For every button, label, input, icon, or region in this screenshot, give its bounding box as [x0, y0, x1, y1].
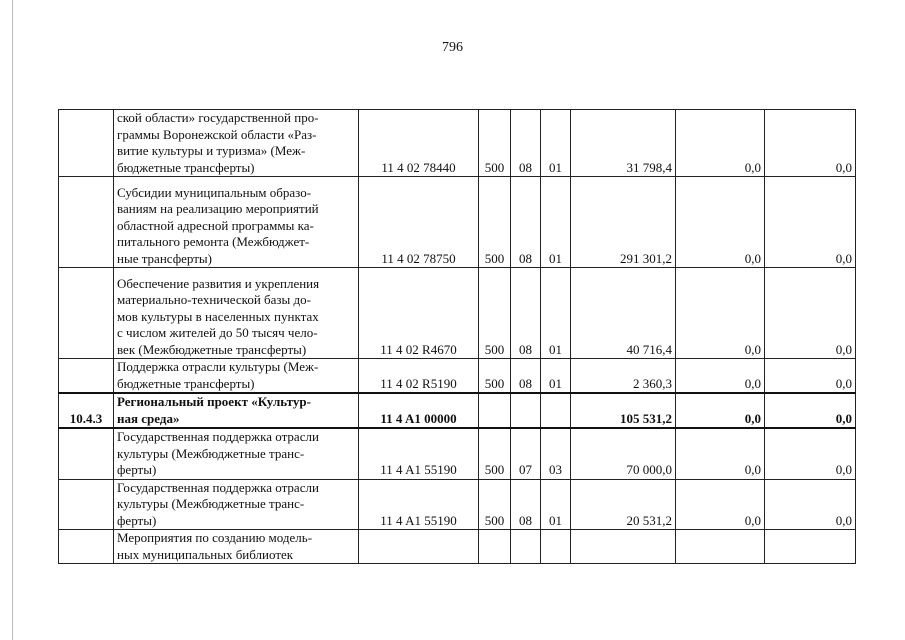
cell-section-code: 08	[511, 110, 541, 177]
cell-expense-type: 500	[479, 110, 511, 177]
cell-amount-year-1: 31 798,4	[571, 110, 676, 177]
cell-section-code: 07	[511, 428, 541, 479]
cell-row-number	[59, 110, 114, 177]
cell-target-code: 11 4 A1 55190	[359, 428, 479, 479]
cell-amount-year-3: 0,0	[765, 393, 856, 428]
cell-amount-year-2: 0,0	[676, 177, 765, 268]
cell-row-number	[59, 268, 114, 359]
cell-amount-year-2: 0,0	[676, 268, 765, 359]
table-row	[59, 393, 856, 428]
cell-amount-year-1	[571, 530, 676, 564]
cell-row-name: Субсидии муниципальным образо- ваниям на реализацию мероприятий областной адресной программы ка- питального ремонта (Межбюджет- ные трансферты)	[114, 177, 359, 268]
table-row	[59, 110, 856, 177]
budget-table	[58, 109, 856, 564]
cell-amount-year-2: 0,0	[676, 428, 765, 479]
cell-amount-year-2: 0,0	[676, 359, 765, 394]
cell-subsection-code: 01	[541, 177, 571, 268]
cell-row-name: ской области» государственной про- граммы Воронежской области «Раз- витие культуры и туризма» (Меж- бюджетные трансферты)	[114, 110, 359, 177]
cell-amount-year-1: 40 716,4	[571, 268, 676, 359]
cell-section-code	[511, 393, 541, 428]
cell-amount-year-3: 0,0	[765, 359, 856, 394]
cell-amount-year-3: 0,0	[765, 110, 856, 177]
cell-subsection-code: 01	[541, 110, 571, 177]
cell-amount-year-2: 0,0	[676, 479, 765, 530]
cell-amount-year-2: 0,0	[676, 393, 765, 428]
cell-section-code: 08	[511, 268, 541, 359]
cell-section-code	[511, 530, 541, 564]
cell-expense-type	[479, 530, 511, 564]
cell-row-number	[59, 530, 114, 564]
cell-row-name: Государственная поддержка отрасли культуры (Межбюджетные транс- ферты)	[114, 479, 359, 530]
cell-row-name: Региональный проект «Культур- ная среда»	[114, 393, 359, 428]
cell-subsection-code: 03	[541, 428, 571, 479]
cell-row-number	[59, 359, 114, 394]
cell-target-code: 11 4 02 R5190	[359, 359, 479, 394]
cell-amount-year-3: 0,0	[765, 428, 856, 479]
cell-amount-year-3: 0,0	[765, 479, 856, 530]
cell-amount-year-1: 105 531,2	[571, 393, 676, 428]
cell-target-code: 11 4 02 78750	[359, 177, 479, 268]
table-row	[59, 530, 856, 564]
cell-row-number: 10.4.3	[59, 393, 114, 428]
table-row	[59, 428, 856, 479]
cell-row-number	[59, 177, 114, 268]
cell-subsection-code: 01	[541, 268, 571, 359]
cell-row-name: Поддержка отрасли культуры (Меж- бюджетные трансферты)	[114, 359, 359, 394]
cell-amount-year-3: 0,0	[765, 177, 856, 268]
page-number: 796	[442, 40, 463, 55]
cell-amount-year-2: 0,0	[676, 110, 765, 177]
cell-subsection-code	[541, 530, 571, 564]
cell-amount-year-3: 0,0	[765, 268, 856, 359]
cell-row-name: Государственная поддержка отрасли культуры (Межбюджетные транс- ферты)	[114, 428, 359, 479]
cell-subsection-code	[541, 393, 571, 428]
table-row	[59, 359, 856, 394]
cell-section-code: 08	[511, 177, 541, 268]
cell-amount-year-1: 291 301,2	[571, 177, 676, 268]
cell-section-code: 08	[511, 479, 541, 530]
cell-row-number	[59, 479, 114, 530]
cell-subsection-code: 01	[541, 359, 571, 394]
cell-row-name: Мероприятия по созданию модель- ных муниципальных библиотек	[114, 530, 359, 564]
cell-amount-year-2	[676, 530, 765, 564]
cell-expense-type	[479, 393, 511, 428]
cell-row-name: Обеспечение развития и укрепления материально-технической базы до- мов культуры в населенных пунктах с числом жителей до 50 тысяч чело- век (Межбюджетные трансферты)	[114, 268, 359, 359]
cell-row-number	[59, 428, 114, 479]
cell-expense-type: 500	[479, 428, 511, 479]
cell-target-code: 11 4 A1 55190	[359, 479, 479, 530]
cell-subsection-code: 01	[541, 479, 571, 530]
table-row	[59, 268, 856, 359]
page-left-edge-line	[12, 0, 13, 640]
cell-amount-year-1: 70 000,0	[571, 428, 676, 479]
cell-amount-year-1: 2 360,3	[571, 359, 676, 394]
cell-target-code: 11 4 02 78440	[359, 110, 479, 177]
cell-section-code: 08	[511, 359, 541, 394]
table-row	[59, 177, 856, 268]
cell-target-code: 11 4 A1 00000	[359, 393, 479, 428]
cell-expense-type: 500	[479, 479, 511, 530]
cell-target-code	[359, 530, 479, 564]
cell-amount-year-1: 20 531,2	[571, 479, 676, 530]
cell-expense-type: 500	[479, 268, 511, 359]
table-row	[59, 479, 856, 530]
cell-expense-type: 500	[479, 177, 511, 268]
cell-amount-year-3	[765, 530, 856, 564]
cell-expense-type: 500	[479, 359, 511, 394]
cell-target-code: 11 4 02 R4670	[359, 268, 479, 359]
